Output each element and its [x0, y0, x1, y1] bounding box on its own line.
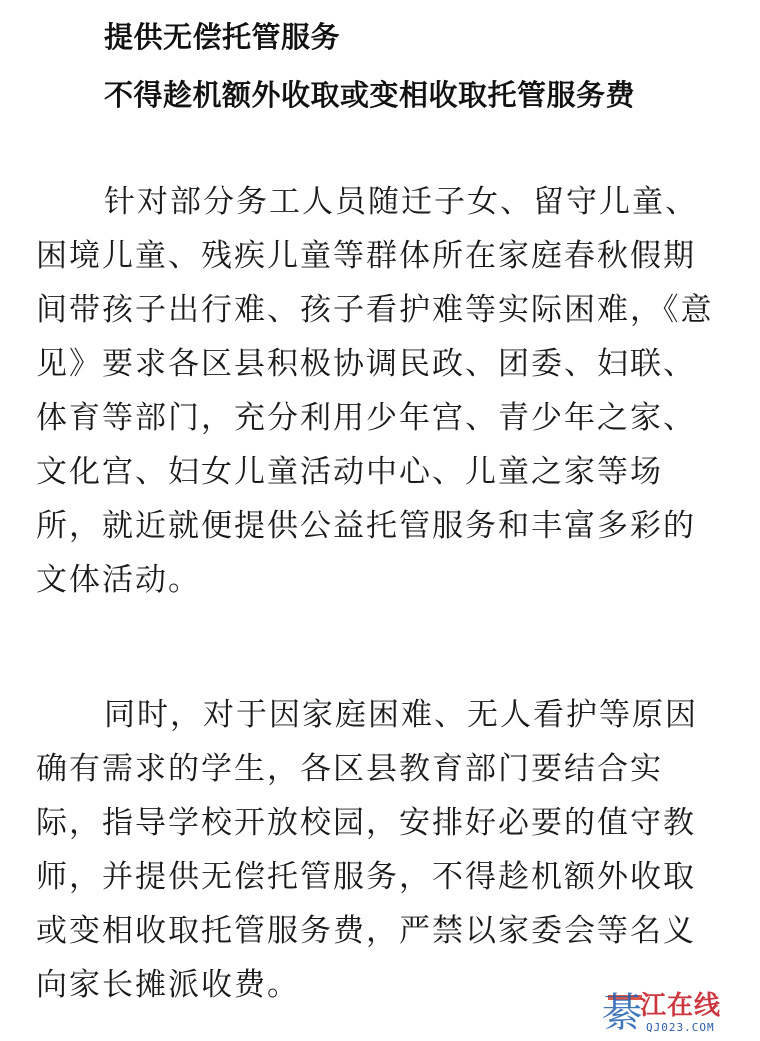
- watermark-logo-icon: 綦: [602, 990, 642, 1036]
- heading-line-1: 提供无偿托管服务: [104, 20, 341, 54]
- body-paragraph-1: 针对部分务工人员随迁子女、留守儿童、困境儿童、残疾儿童等群体所在家庭春秋假期间带孩子出行难、孩子看护难等实际困难，《意见》要求各区县积极协调民政、团委、妇联、体育等部门，充分利用少年宫、青少年之家、文化宫、妇女儿童活动中心、儿童之家等场所，就近就便提供公益托管服务和丰富多彩的文体活动。: [36, 184, 714, 598]
- body-paragraph-2: 同时，对于因家庭困难、无人看护等原因确有需求的学生，各区县教育部门要结合实际，指导学校开放校园，安排好必要的值守教师，并提供无偿托管服务，不得趁机额外收取或变相收取托管服务费，严禁以家委会等名义向家长摊派收费。: [36, 697, 698, 1003]
- site-watermark: [602, 991, 752, 1037]
- watermark-site-name: 江在线: [640, 991, 722, 1021]
- watermark-domain: QJ023.COM: [646, 1021, 715, 1034]
- heading-line-2: 不得趁机额外收取或变相收取托管服务费: [104, 78, 636, 112]
